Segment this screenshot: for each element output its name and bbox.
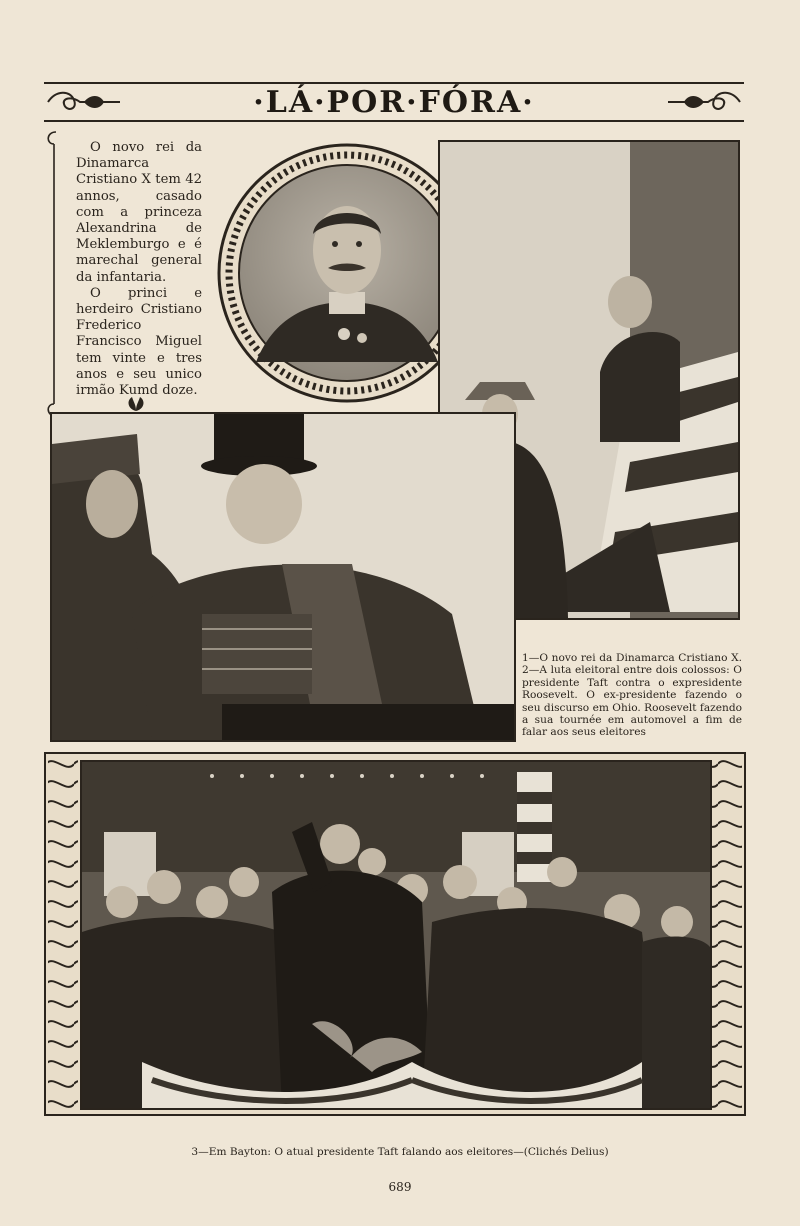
article-paragraph: O princi e herdeiro Cristiano Frederico Francisco Miguel tem vinte e tres anos e seu unico irmão Kumd doze. <box>76 285 202 399</box>
leaf-ornament <box>124 395 148 413</box>
caption-text: 1—O novo rei da Dinamarca Cristiano X. 2—A luta eleitoral entre dois colossos: O presidente Taft contra o expresidente Roosevelt. O ex-presidente fazendo o seu discurso em Ohio. Roosevelt fazendo a sua tournée em automovel a fim de falar aos seus eleitores <box>522 652 742 739</box>
right-flourish-ornament <box>666 88 744 116</box>
left-flourish-ornament <box>44 88 122 116</box>
article-left-column <box>76 140 202 399</box>
photo-taft-speaking-at-bayton <box>80 760 712 1110</box>
caption-photo-3: 3—Em Bayton: O atual presidente Taft falando aos eleitores—(Clichés Delius) <box>191 1146 609 1158</box>
left-bracket-ornament <box>44 128 60 420</box>
page-title: ·LÁ·POR·FÓRA· <box>253 84 535 120</box>
photo-roosevelt-in-automobile <box>50 412 516 742</box>
caption-photos-1-2 <box>522 652 742 739</box>
page-number: 689 <box>388 1180 412 1194</box>
article-paragraph: O novo rei da Dinamarca Cristiano X tem 42 annos, casado com a princeza Alexandrina de Meklemburgo e é marechal general da infantaria. <box>76 140 202 285</box>
title-banner <box>44 82 744 122</box>
